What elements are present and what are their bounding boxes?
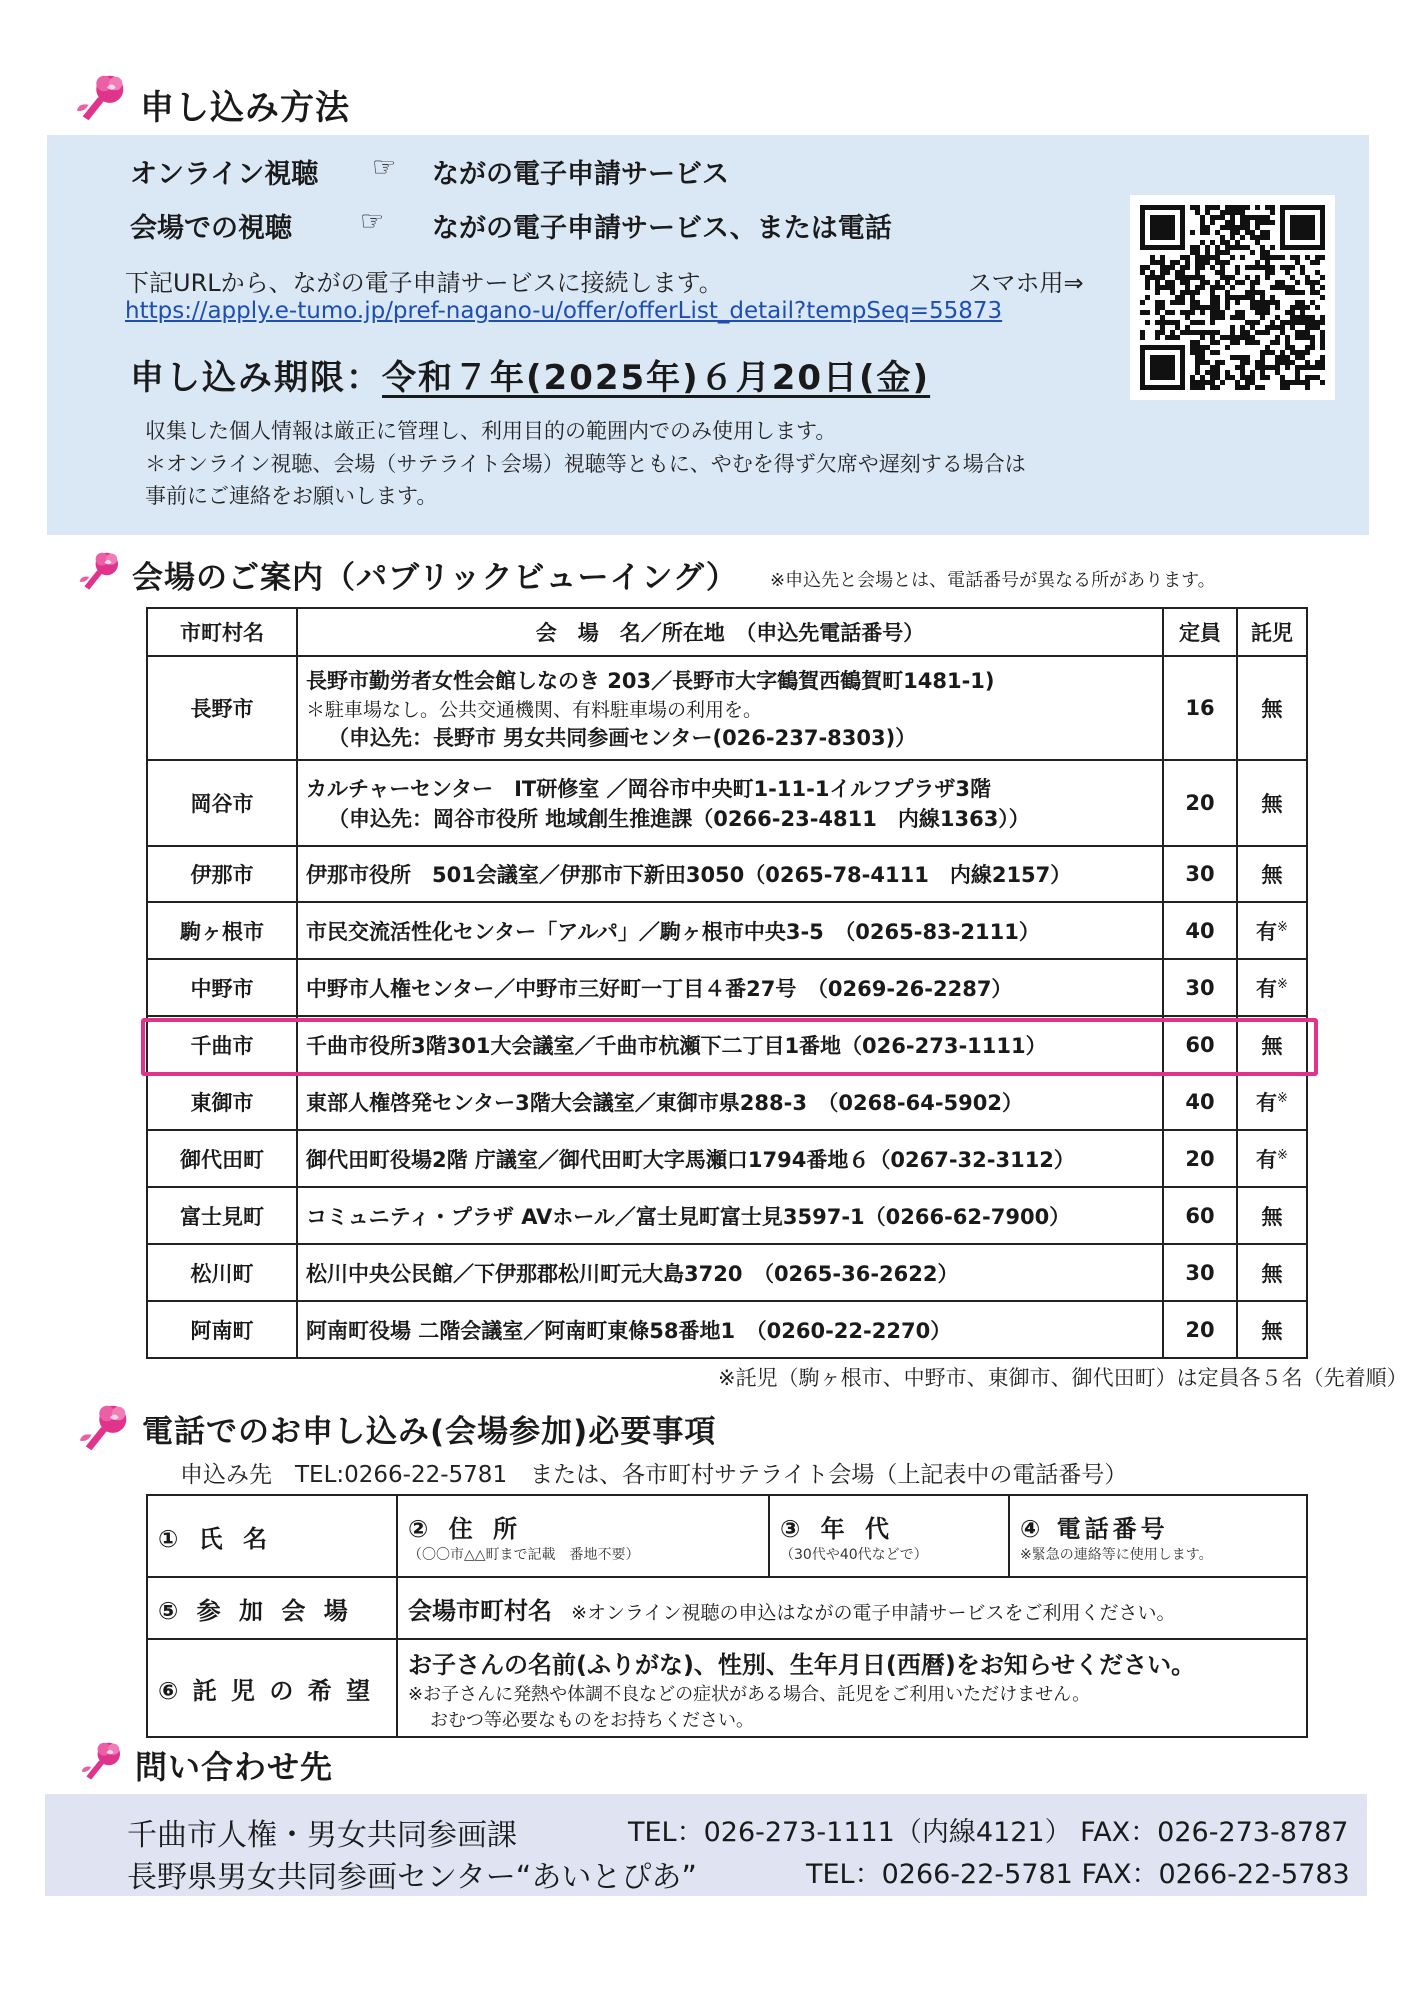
childcare-note: ※お子さんに発熱や体調不良などの症状がある場合、託児をご利用いただけません。 — [408, 1683, 1091, 1705]
childcare-mark: ※ — [1277, 1090, 1288, 1106]
childcare-note-cont: おむつ等必要なものをお持ちください。 — [430, 1709, 754, 1731]
name-label: ① 氏 名 — [158, 1524, 274, 1553]
contact-org-chikuma: 千曲市人権・男女共同参画課 — [127, 1818, 517, 1853]
deadline-date: 令和７年(2025年)６月20日(金) — [382, 358, 931, 398]
venue-cell — [297, 760, 1163, 846]
col-header-capacity: 定員 — [1163, 608, 1237, 656]
phone-cell — [1009, 1495, 1307, 1577]
childcare-value: 無 — [1261, 1261, 1283, 1286]
capacity-cell: 40 — [1163, 1073, 1237, 1130]
childcare-footnote: ※託児（駒ヶ根市、中野市、東御市、御代田町）は定員各５名（先着順） — [718, 1366, 1408, 1390]
childcare-value: 無 — [1261, 1033, 1283, 1058]
venue-cell — [297, 1187, 1163, 1244]
contact-org-aitopia: 長野県男女共同参画センター“あいとぴあ” — [127, 1860, 697, 1895]
childcare-value: 無 — [1261, 1204, 1283, 1229]
contact-aitopia-phone: TEL：0266-22-5781 FAX：0266-22-5783 — [806, 1859, 1350, 1890]
privacy-note: 収集した個人情報は厳正に管理し、利用目的の範囲内でのみ使用します。 — [145, 419, 837, 443]
table-row — [147, 902, 1307, 959]
venue-line: 御代田町役場2階 庁議室／御代田町大字馬瀬口1794番地６（0267-32-3112） — [306, 1147, 1075, 1172]
address-sub: （〇〇市△△町まで記載 番地不要） — [408, 1546, 640, 1563]
venue-cell — [297, 846, 1163, 902]
address-label: ② 住 所 — [408, 1514, 524, 1543]
childcare-cell — [1237, 1130, 1307, 1187]
url-intro: 下記URLから、ながの電子申請サービスに接続します。 — [125, 269, 723, 297]
childcare-cell — [1237, 1073, 1307, 1130]
deadline — [130, 350, 930, 399]
childcare-cell — [1237, 902, 1307, 959]
city-cell: 千曲市 — [147, 1016, 297, 1073]
table-row — [147, 1639, 1307, 1737]
childcare-mark: ※ — [1277, 1147, 1288, 1163]
phone-requirements-table — [146, 1494, 1308, 1738]
childcare-label-cell — [147, 1639, 397, 1737]
childcare-value: 有 — [1256, 976, 1278, 1001]
table-row — [147, 846, 1307, 902]
childcare-cell — [1237, 1244, 1307, 1301]
venue-cell — [297, 1130, 1163, 1187]
city-cell: 御代田町 — [147, 1130, 297, 1187]
table-row — [147, 1301, 1307, 1358]
venue-line: ＊駐車場なし。公共交通機関、有料駐車場の利用を。 — [306, 698, 763, 721]
venue-online-note: ※オンライン視聴の申込はながの電子申請サービスをご利用ください。 — [571, 1601, 1176, 1624]
capacity-cell: 30 — [1163, 846, 1237, 902]
table-row — [147, 1187, 1307, 1244]
venue-line: 松川中央公民館／下伊那郡松川町元大島3720 （0265-36-2622） — [306, 1261, 959, 1286]
childcare-value: 無 — [1261, 792, 1283, 816]
capacity-cell: 30 — [1163, 1244, 1237, 1301]
city-cell: 長野市 — [147, 656, 297, 760]
table-row — [147, 1016, 1307, 1073]
rose-icon — [78, 1400, 136, 1458]
venue-line: カルチャーセンター IT研修室 ／岡谷市中央町1-11-1イルフプラザ3階 — [306, 777, 992, 801]
phone-contact-info: 申込み先 TEL:0266-22-5781 または、各市町村サテライト会場（上記表中の電話番号） — [180, 1462, 1128, 1488]
phone-sub: ※緊急の連絡等に使用します。 — [1020, 1546, 1213, 1563]
contact-chikuma-phone: TEL：026-273-1111（内線4121） FAX：026-273-8787 — [628, 1817, 1349, 1848]
smartphone-label: スマホ用⇒ — [968, 269, 1084, 297]
venue-value: ながの電子申請サービス、または電話 — [432, 213, 892, 244]
city-cell: 伊那市 — [147, 846, 297, 902]
venue-line: コミュニティ・プラザ AVホール／富士見町富士見3597-1（0266-62-7900） — [306, 1204, 1071, 1229]
venue-cell — [297, 1016, 1163, 1073]
childcare-cell — [1237, 1016, 1307, 1073]
childcare-cell — [1237, 959, 1307, 1016]
venue-line: 伊那市役所 501会議室／伊那市下新田3050（0265-78-4111 内線2157） — [306, 863, 1072, 887]
venue-value: 会場市町村名 — [408, 1596, 552, 1625]
venue-value-cell — [397, 1577, 1307, 1639]
venue-cell — [297, 656, 1163, 760]
online-label: オンライン視聴 — [130, 159, 319, 190]
venue-phone-note: ※申込先と会場とは、電話番号が異なる所があります。 — [770, 570, 1216, 591]
phone-label: ④ 電話番号 — [1020, 1514, 1169, 1543]
city-cell: 駒ヶ根市 — [147, 902, 297, 959]
venue-line: （申込先：岡谷市役所 地域創生推進課（0266-23-4811 内線1363）） — [328, 807, 1030, 831]
rose-icon — [75, 70, 133, 128]
childcare-label: ⑥ 託 児 の 希 望 — [158, 1676, 374, 1705]
childcare-mark: ※ — [1277, 919, 1288, 935]
section-title-contact: 問い合わせ先 — [135, 1748, 334, 1786]
venue-line: 長野市勤労者女性会館しなのき 203／長野市大字鶴賀西鶴賀町1481-1) — [306, 668, 995, 693]
capacity-cell: 30 — [1163, 959, 1237, 1016]
venue-cell — [297, 902, 1163, 959]
capacity-cell: 20 — [1163, 1130, 1237, 1187]
venue-line: 阿南町役場 二階会議室／阿南町東條58番地1 （0260-22-2270） — [306, 1318, 952, 1343]
childcare-cell — [1237, 1187, 1307, 1244]
section-title-application: 申し込み方法 — [140, 88, 350, 128]
capacity-cell: 20 — [1163, 1301, 1237, 1358]
table-row — [147, 1495, 1307, 1577]
venue-cell — [297, 959, 1163, 1016]
city-cell: 中野市 — [147, 959, 297, 1016]
col-header-city: 市町村名 — [147, 608, 297, 656]
venue-cell — [297, 1073, 1163, 1130]
city-cell: 富士見町 — [147, 1187, 297, 1244]
age-label: ③ 年 代 — [780, 1514, 896, 1543]
capacity-cell: 20 — [1163, 760, 1237, 846]
childcare-value: 有 — [1256, 1147, 1278, 1172]
city-cell: 松川町 — [147, 1244, 297, 1301]
deadline-label: 申し込み期限： — [130, 358, 382, 398]
childcare-value: 無 — [1261, 1318, 1283, 1343]
table-row — [147, 656, 1307, 760]
age-cell — [769, 1495, 1009, 1577]
application-url-link[interactable]: https://apply.e-tumo.jp/pref-nagano-u/offer/offerList_detail?tempSeq=55873 — [125, 298, 1003, 324]
venue-table — [146, 607, 1308, 1359]
table-row — [147, 1244, 1307, 1301]
section-title-phone: 電話でのお申し込み(会場参加)必要事項 — [142, 1414, 717, 1450]
venue-line: 市民交流活性化センター「アルパ」／駒ヶ根市中央3-5 （0265-83-2111） — [306, 919, 1040, 944]
childcare-cell — [1237, 656, 1307, 760]
childcare-value: 無 — [1261, 863, 1283, 887]
age-sub: （30代や40代などで） — [780, 1546, 928, 1563]
capacity-cell: 40 — [1163, 902, 1237, 959]
pointing-hand-icon: ☞ — [372, 152, 397, 183]
venue-line: 東部人権啓発センター3階大会議室／東御市県288-3 （0268-64-5902） — [306, 1090, 1023, 1115]
venue-line: （申込先：長野市 男女共同参画センター(026-237-8303)） — [328, 725, 917, 750]
rose-icon — [80, 1738, 128, 1786]
childcare-value: 有 — [1256, 919, 1278, 944]
pointing-hand-icon: ☞ — [360, 206, 385, 237]
table-header-row — [147, 608, 1307, 656]
city-cell: 東御市 — [147, 1073, 297, 1130]
section-title-venues: 会場のご案内（パブリックビューイング） — [132, 560, 738, 596]
col-header-venue: 会 場 名／所在地 （申込先電話番号） — [297, 608, 1163, 656]
childcare-cell — [1237, 1301, 1307, 1358]
table-row — [147, 1577, 1307, 1639]
childcare-value: 無 — [1261, 697, 1283, 721]
venue-line: 千曲市役所3階301大会議室／千曲市杭瀬下二丁目1番地（026-273-1111） — [306, 1033, 1047, 1058]
childcare-cell — [1237, 846, 1307, 902]
childcare-main: お子さんの名前(ふりがな)、性別、生年月日(西暦)をお知らせください。 — [408, 1650, 1196, 1679]
venue-label: ⑤ 参 加 会 場 — [158, 1596, 353, 1625]
city-cell: 阿南町 — [147, 1301, 297, 1358]
rose-icon — [78, 548, 126, 596]
venue-cell — [297, 1244, 1163, 1301]
absence-note-cont: 事前にご連絡をお願いします。 — [145, 484, 438, 508]
capacity-cell: 60 — [1163, 1016, 1237, 1073]
childcare-cell — [1237, 760, 1307, 846]
table-row — [147, 959, 1307, 1016]
venue-cell — [297, 1301, 1163, 1358]
col-header-childcare: 託児 — [1237, 608, 1307, 656]
venue-label: 会場での視聴 — [130, 213, 292, 244]
capacity-cell: 16 — [1163, 656, 1237, 760]
city-cell: 岡谷市 — [147, 760, 297, 846]
table-row — [147, 760, 1307, 846]
capacity-cell: 60 — [1163, 1187, 1237, 1244]
venue-line: 中野市人権センター／中野市三好町一丁目４番27号 （0269-26-2287） — [306, 976, 1013, 1001]
online-value: ながの電子申請サービス — [432, 159, 729, 190]
name-cell — [147, 1495, 397, 1577]
table-row — [147, 1130, 1307, 1187]
qr-code-icon[interactable] — [1130, 195, 1335, 400]
table-row — [147, 1073, 1307, 1130]
childcare-value-cell — [397, 1639, 1307, 1737]
absence-note: ＊オンライン視聴、会場（サテライト会場）視聴等ともに、やむを得ず欠席や遅刻する場合は — [145, 452, 1026, 476]
venue-label-cell — [147, 1577, 397, 1639]
childcare-mark: ※ — [1277, 976, 1288, 992]
address-cell — [397, 1495, 769, 1577]
childcare-value: 有 — [1256, 1090, 1278, 1115]
